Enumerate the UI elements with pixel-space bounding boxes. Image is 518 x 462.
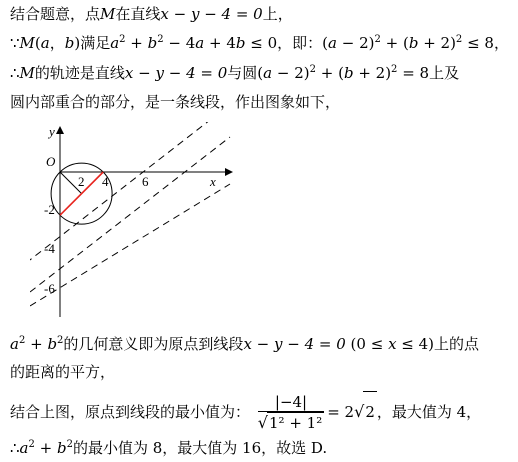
- distance-fraction: [258, 393, 324, 433]
- origin-label: O: [46, 154, 56, 169]
- math-var: a: [19, 439, 29, 457]
- fraction-denominator: [258, 412, 324, 433]
- y-tick-label: -4: [44, 241, 55, 256]
- math-var: M: [19, 34, 35, 52]
- coordinate-figure: [30, 122, 240, 322]
- text: 的距离的平方，: [10, 363, 116, 381]
- exponent: 2: [57, 335, 64, 346]
- text: ≤ 8，: [462, 34, 509, 52]
- math-equation: x − y − 4 = 0: [160, 5, 263, 23]
- x-tick-label: 6: [142, 174, 149, 189]
- because-symbol: ∵: [10, 34, 20, 52]
- exponent: 2: [374, 34, 381, 45]
- text: + (: [380, 34, 409, 52]
- math-equation: x − y − 4 = 0: [243, 335, 346, 353]
- sqrt-symbol: √: [257, 413, 268, 432]
- y-tick-label: -6: [44, 281, 55, 296]
- math-var: b: [56, 439, 67, 457]
- text: ≤ 4)上的点: [396, 335, 480, 353]
- text: 的几何意义即为原点到线段: [63, 335, 244, 353]
- y-axis-arrow-icon: [56, 126, 64, 134]
- text-line-5: [10, 334, 479, 354]
- math-var: a: [195, 34, 205, 52]
- text: )满足: [74, 34, 111, 52]
- sqrt-content: 1² + 1²: [269, 414, 323, 432]
- text-line-7: [10, 391, 481, 433]
- sqrt-content: 2: [363, 391, 377, 432]
- fraction-numerator: |−4|: [258, 393, 324, 412]
- math-equation: x − y − 4 = 0: [124, 64, 228, 82]
- math-var: a: [40, 34, 50, 52]
- text: − 4: [163, 34, 196, 52]
- text: 在直线: [115, 5, 161, 23]
- text: (0 ≤: [345, 335, 389, 353]
- math-var: a: [110, 34, 120, 52]
- therefore-symbol: ∴: [10, 64, 20, 82]
- math-var: b: [64, 34, 75, 52]
- text: + (: [315, 64, 344, 82]
- math-var: x: [388, 335, 397, 353]
- text-line-6: [10, 362, 115, 382]
- exponent: 2: [28, 439, 35, 450]
- x-axis-arrow-icon: [225, 168, 233, 176]
- math-var: a: [263, 64, 273, 82]
- text: +: [25, 335, 48, 353]
- exponent: 2: [157, 34, 164, 45]
- exponent: 2: [391, 64, 398, 75]
- text: ，: [49, 34, 65, 52]
- math-var: a: [10, 335, 19, 353]
- therefore-symbol: ∴: [10, 439, 20, 457]
- text: 的最小值为 8，最大值为 16，故选 D.: [72, 439, 328, 457]
- text: = 8上及: [397, 64, 460, 82]
- dashed-line-upper: [30, 122, 210, 263]
- text: + 2): [353, 64, 392, 82]
- exponent: 2: [119, 34, 126, 45]
- text-line-2: [10, 33, 509, 53]
- text: (: [34, 34, 41, 52]
- exponent: 2: [309, 64, 316, 75]
- math-var: M: [100, 5, 116, 23]
- text: 结合题意，点: [10, 5, 101, 23]
- text-line-1: [10, 4, 293, 24]
- text-line-4: [10, 92, 340, 112]
- text: +: [34, 439, 57, 457]
- text: − 2): [272, 64, 310, 82]
- math-var: b: [235, 34, 246, 52]
- text: 上，: [262, 5, 293, 23]
- text: ，最大值为 4，: [376, 403, 482, 421]
- math-var: b: [147, 34, 158, 52]
- text-line-3: [10, 63, 459, 83]
- text: + 4: [204, 34, 236, 52]
- x-tick-label: 2: [78, 174, 85, 189]
- math-var: b: [343, 64, 354, 82]
- math-var: b: [47, 335, 58, 353]
- text: 的轨迹是直线: [34, 64, 125, 82]
- x-tick-label: 4: [102, 174, 109, 189]
- text: +: [125, 34, 148, 52]
- exponent: 2: [66, 439, 73, 450]
- text: (: [257, 64, 264, 82]
- y-tick-label: -2: [44, 202, 55, 217]
- text: 圆内部重合的部分，是一条线段，作出图象如下，: [10, 93, 341, 111]
- text: − 2): [336, 34, 375, 52]
- x-axis-label: x: [210, 174, 216, 189]
- text: 与圆: [227, 64, 258, 82]
- math-var: M: [19, 64, 35, 82]
- text: (: [322, 34, 329, 52]
- math-var: b: [408, 34, 419, 52]
- text: = 2: [327, 403, 355, 421]
- sqrt-symbol: √: [354, 402, 365, 421]
- math-var: a: [328, 34, 337, 52]
- exponent: 2: [18, 335, 26, 346]
- text: + 2): [418, 34, 456, 52]
- text: 结合上图，原点到线段的最小值为：: [10, 403, 251, 421]
- exponent: 2: [455, 34, 463, 45]
- y-axis-label: y: [49, 124, 55, 139]
- text-line-8: [10, 438, 327, 458]
- text: ≤ 0，即：: [245, 34, 323, 52]
